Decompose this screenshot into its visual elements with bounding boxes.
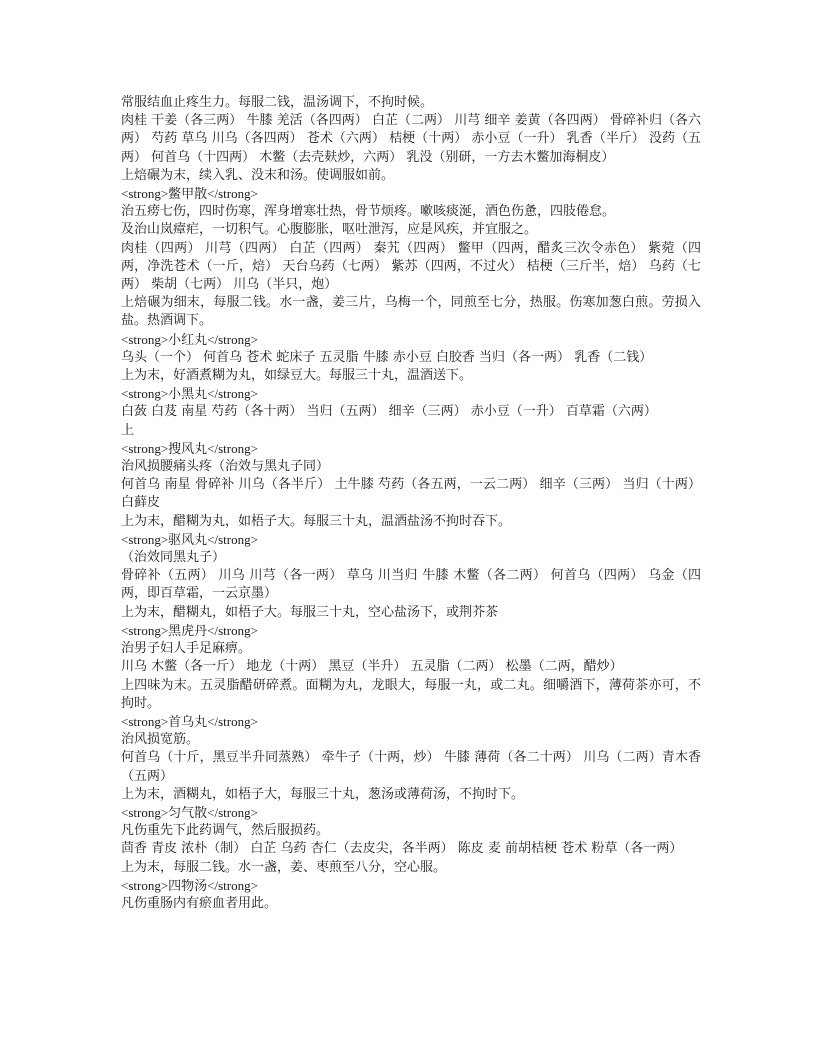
recipe-heading: <strong>鳖甲散</strong>: [121, 186, 258, 202]
ingredient-list: 何首乌 南星 骨碎补 川乌（各半斤） 土牛膝 芍药（各五两，一云二两） 细辛（三两） 当归（十两） 白藓皮: [121, 477, 701, 511]
indication-text: 凡伤重肠内有瘀血者用此。: [121, 895, 278, 911]
indication-text: 治风损腰痛头疼（治效与黑丸子同）: [121, 459, 330, 475]
ingredient-list: 肉桂 干姜（各三两） 牛膝 羌活（各四两） 白芷（二两） 川芎 细辛 姜黄（各四两） 骨碎补归（各六两） 芍药 草乌 川乌（各四两） 苍术（六两） 桔梗（十两） 赤小豆（一升） 乳香（半斤） 没药（五两） 何首乌（十四两） 木鳖（去壳麸炒，六两） 乳没（别研，一方去木鳖加海桐皮）: [121, 113, 701, 165]
indication-text: 治五痨七伤，四时伤寒，浑身增寒壮热，骨节烦疼。嗽咳痰涎，酒色伤惫，四肢倦怠。: [121, 204, 616, 220]
indication-text: 凡伤重先下此药调气，然后服损药。: [121, 823, 330, 839]
indication-text: 治风损宽筋。: [121, 732, 200, 748]
indication-text: 治男子妇人手足麻痹。: [121, 641, 252, 657]
paragraph: 常服结血止疼生力。每服二钱，温汤调下，不拘时候。: [121, 95, 434, 110]
recipe-heading: <strong>首乌丸</strong>: [121, 713, 258, 729]
preparation-instructions: 上为末，酒糊丸，如梧子大，每服三十丸，葱汤或薄荷汤，不拘时下。: [121, 786, 525, 802]
recipe-heading: <strong>驱风丸</strong>: [121, 531, 258, 547]
recipe-heading: <strong>小黑丸</strong>: [121, 386, 258, 402]
recipe-heading: <strong>黑虎丹</strong>: [121, 622, 258, 638]
recipe-heading: <strong>四物汤</strong>: [121, 877, 258, 893]
ingredient-list: 何首乌（十斤，黑豆半升同蒸熟） 牵牛子（十两，炒） 牛膝 薄荷（各二十两） 川乌（二两）青木香（五两）: [121, 750, 701, 784]
ingredient-list: 川乌 木鳖（各一斤） 地龙（十两） 黑豆（半升） 五灵脂（二两） 松墨（二两，醋炒）: [121, 659, 623, 675]
ingredient-list: 骨碎补（五两） 川乌 川芎（各一两） 草乌 川当归 牛膝 木鳖（各二两） 何首乌（四两） 乌金（四两，即百草霜，一云京墨）: [121, 568, 701, 602]
preparation-instructions: 上为末，醋糊为丸，如梧子大。每服三十丸，温酒盐汤不拘时吞下。: [121, 513, 512, 529]
preparation-instructions: 上四味为末。五灵脂醋研碎煮。面糊为丸，龙眼大，每服一丸，或二丸。细嚼酒下，薄荷茶亦可，不拘时。: [121, 677, 701, 711]
preparation-instructions: 上焙碾为末，续入乳、没末和汤。使调服如前。: [121, 167, 395, 183]
preparation-instructions: 上为末，每服二钱。水一盏，姜、枣煎至八分，空心服。: [121, 859, 447, 875]
ingredient-list: 白蔹 白芨 南星 芍药（各十两） 当归（五两） 细辛（三两） 赤小豆（一升） 百草霜（六两）: [121, 404, 657, 420]
indication-text: （治效同黑丸子）: [121, 550, 226, 566]
recipe-heading: <strong>搜风丸</strong>: [121, 440, 258, 456]
ingredient-list: 乌头（一个） 何首乌 苍术 蛇床子 五灵脂 牛膝 赤小豆 白胶香 当归（各一两） 乳香（二钱）: [121, 349, 653, 365]
recipe-heading: <strong>匀气散</strong>: [121, 804, 258, 820]
preparation-instructions: 上焙碾为细末，每服二钱。水一盏，姜三片，乌梅一个，同煎至七分，热服。伤寒加葱白煎。劳损入盐。热酒调下。: [121, 295, 701, 329]
recipe-heading: <strong>小红丸</strong>: [121, 331, 258, 347]
preparation-instructions: 上为末，醋糊丸，如梧子大。每服三十丸，空心盐汤下，或荆芥茶: [121, 604, 499, 620]
ingredient-list: 肉桂（四两） 川芎（四两） 白芷（四两） 秦艽（四两） 鳖甲（四两，醋炙三次令赤色） 紫菀（四两，净洗苍术（一斤，焙） 天台乌药（七两） 紫苏（四两，不过火） 桔梗（三斤半，焙） 乌药（七两） 柴胡（七两） 川乌（半只，炮）: [121, 240, 701, 293]
preparation-instructions: 上为末，好酒煮糊为丸，如绿豆大。每服三十丸，温酒送下。: [121, 368, 473, 384]
indication-text: 及治山岚瘴疟，一切积气。心腹膨胀，呕吐泄泻，应是风疾，并宜服之。: [121, 222, 538, 238]
document-body: [121, 94, 701, 913]
ingredient-list: 茴香 青皮 浓朴（制） 白芷 乌药 杏仁（去皮尖，各半两） 陈皮 麦 前胡桔梗 苍术 粉草（各一两）: [121, 841, 683, 857]
preparation-instructions: 上: [121, 422, 135, 438]
